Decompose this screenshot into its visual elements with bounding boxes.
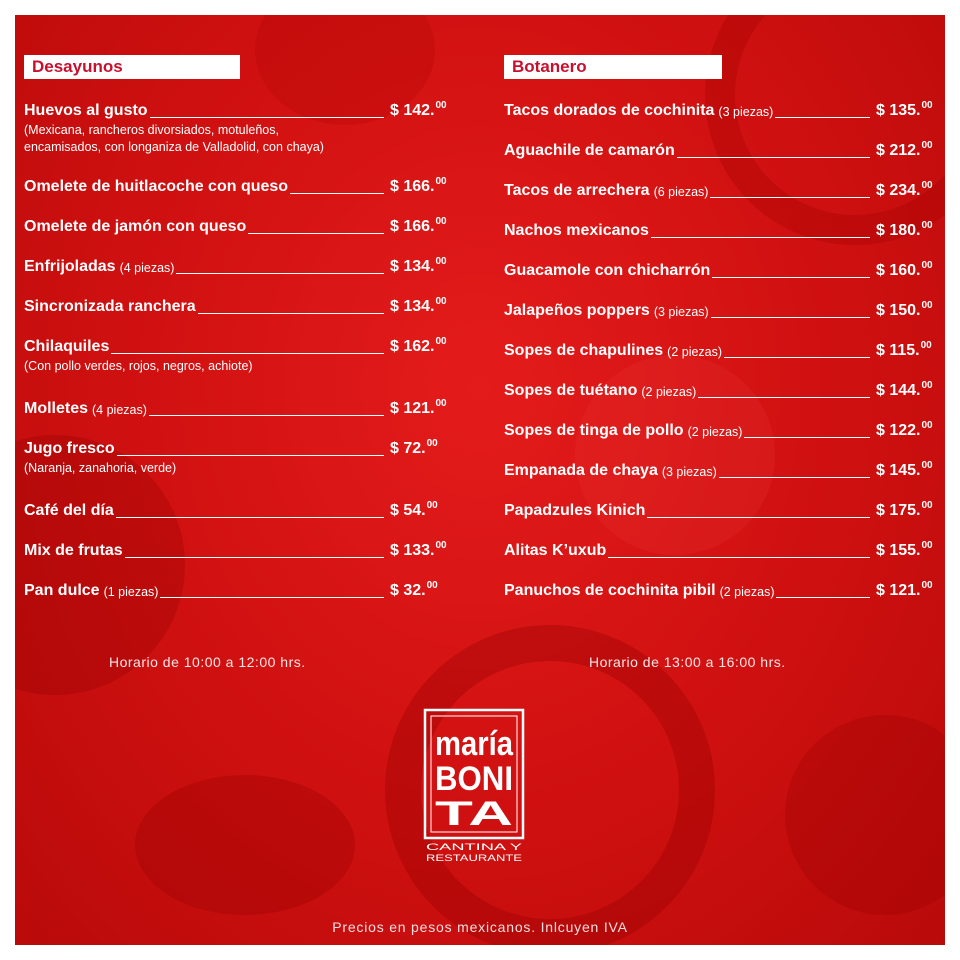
item-price	[876, 376, 938, 401]
price-cents: 00	[921, 140, 933, 151]
item-price	[876, 336, 938, 361]
leader-line	[149, 415, 384, 416]
menu-item	[504, 579, 938, 601]
price-cents: 00	[921, 580, 933, 591]
price-amount: $ 175.	[876, 502, 921, 519]
item-row	[504, 539, 938, 561]
menu-item	[24, 255, 452, 277]
menu-item	[504, 219, 938, 241]
item-name: Omelete de jamón con queso	[24, 218, 247, 235]
price-cents: 00	[921, 180, 933, 191]
item-row	[504, 99, 938, 121]
item-name: Café del día	[24, 502, 114, 519]
item-price	[390, 576, 452, 601]
item-price	[876, 96, 938, 121]
item-quantity: (3 piezas)	[653, 305, 709, 319]
leader-line	[719, 477, 870, 478]
menu-item	[504, 139, 938, 161]
item-quantity: (3 piezas)	[718, 105, 774, 119]
price-cents: 00	[921, 380, 933, 391]
leader-line	[724, 357, 870, 358]
price-amount: $ 150.	[876, 302, 921, 319]
item-description: (Con pollo verdes, rojos, negros, achiote)	[24, 359, 253, 373]
menu-item	[504, 499, 938, 521]
menu-item	[504, 179, 938, 201]
leader-line	[775, 117, 870, 118]
price-cents: 00	[921, 100, 933, 111]
item-row	[24, 175, 452, 197]
leader-line	[698, 397, 870, 398]
item-price	[390, 536, 452, 561]
item-price	[390, 172, 452, 197]
price-cents: 00	[435, 100, 447, 111]
item-row	[24, 215, 452, 237]
menu-item	[24, 295, 452, 317]
item-name: Pan dulce	[24, 582, 100, 599]
menu-item	[24, 215, 452, 237]
price-cents: 00	[435, 256, 447, 267]
menu-item	[24, 99, 452, 155]
leader-line	[248, 233, 384, 234]
leader-line	[111, 353, 384, 354]
svg-text:maría: maría	[435, 725, 514, 763]
item-quantity: (2 piezas)	[687, 425, 743, 439]
maria-bonita-logo	[423, 708, 533, 863]
price-amount: $ 32.	[390, 582, 426, 599]
leader-line	[677, 157, 870, 158]
price-amount: $ 135.	[876, 102, 921, 119]
item-price	[876, 496, 938, 521]
item-price	[390, 212, 452, 237]
menu-item	[504, 99, 938, 121]
item-price	[876, 416, 938, 441]
price-amount: $ 134.	[390, 258, 435, 275]
menu-item	[24, 335, 452, 374]
price-amount: $ 162.	[390, 338, 435, 355]
item-quantity: (2 piezas)	[719, 585, 775, 599]
menu-board	[15, 15, 945, 945]
svg-text:BONI: BONI	[435, 760, 513, 798]
price-cents: 00	[435, 540, 447, 551]
item-price	[390, 496, 452, 521]
item-price	[876, 216, 938, 241]
item-row	[24, 539, 452, 561]
item-price	[876, 256, 938, 281]
item-price	[876, 136, 938, 161]
item-quantity: (6 piezas)	[653, 185, 709, 199]
price-cents: 00	[921, 300, 933, 311]
item-price	[390, 332, 452, 357]
item-name: Molletes	[24, 400, 89, 417]
price-amount: $ 166.	[390, 178, 435, 195]
price-amount: $ 72.	[390, 440, 426, 457]
leader-line	[744, 437, 870, 438]
menu-item	[504, 339, 938, 361]
item-name: Chilaquiles	[24, 338, 110, 355]
menu-item	[24, 397, 452, 419]
menu-item	[504, 299, 938, 321]
price-amount: $ 133.	[390, 542, 435, 559]
item-name: Aguachile de camarón	[504, 142, 675, 159]
item-row	[24, 99, 452, 121]
price-cents: 00	[921, 220, 933, 231]
leader-line	[776, 597, 870, 598]
item-row	[504, 139, 938, 161]
price-cents: 00	[426, 500, 438, 511]
item-quantity: (4 piezas)	[92, 403, 147, 417]
price-amount: $ 234.	[876, 182, 921, 199]
item-name: Enfrijoladas	[24, 258, 116, 275]
price-cents: 00	[435, 398, 447, 409]
menu-item	[504, 419, 938, 441]
item-name: Omelete de huitlacoche con queso	[24, 178, 289, 195]
menu-item	[24, 539, 452, 561]
item-name: Alitas K’uxub	[504, 542, 607, 559]
price-amount: $ 115.	[876, 342, 920, 359]
price-cents: 00	[921, 500, 933, 511]
item-row	[24, 579, 452, 601]
leader-line	[651, 237, 870, 238]
item-name: Huevos al gusto	[24, 102, 148, 119]
item-row	[504, 379, 938, 401]
item-row	[24, 295, 452, 317]
item-row	[504, 259, 938, 281]
item-name: Sopes de chapulines	[504, 342, 664, 359]
item-row	[24, 437, 452, 459]
menu-item	[24, 499, 452, 521]
leader-line	[116, 517, 384, 518]
item-name: Empanada de chaya	[504, 462, 658, 479]
svg-text:CANTINA Y: CANTINA Y	[426, 842, 522, 852]
item-price	[876, 576, 938, 601]
item-description: (Mexicana, rancheros divorsiados, motuleños,	[24, 123, 279, 137]
leader-line	[290, 193, 384, 194]
price-cents: 00	[435, 296, 447, 307]
item-name: Panuchos de cochinita pibil	[504, 582, 716, 599]
snacks-section	[504, 55, 938, 599]
item-quantity: (1 piezas)	[103, 585, 159, 599]
item-row	[24, 499, 452, 521]
price-cents: 00	[426, 580, 438, 591]
price-amount: $ 54.	[390, 502, 426, 519]
item-quantity: (2 piezas)	[667, 345, 723, 359]
item-name: Sincronizada ranchera	[24, 298, 196, 315]
leader-line	[150, 117, 384, 118]
price-cents: 00	[435, 176, 447, 187]
item-row	[504, 219, 938, 241]
price-cents: 00	[921, 260, 933, 271]
price-cents: 00	[920, 340, 932, 351]
price-cents: 00	[921, 460, 933, 471]
item-row	[504, 419, 938, 441]
leader-line	[176, 273, 384, 274]
snacks-header: Botanero	[504, 55, 722, 79]
item-name: Jalapeños poppers	[504, 302, 650, 319]
item-price	[876, 536, 938, 561]
item-row	[24, 397, 452, 419]
item-description: encamisados, con longaniza de Valladolid, con chaya)	[24, 140, 324, 154]
price-cents: 00	[426, 438, 438, 449]
item-quantity: (3 piezas)	[661, 465, 717, 479]
leader-line	[160, 597, 384, 598]
leader-line	[198, 313, 384, 314]
leader-line	[711, 317, 870, 318]
menu-item	[504, 259, 938, 281]
breakfast-section	[24, 55, 452, 599]
price-amount: $ 160.	[876, 262, 921, 279]
price-cents: 00	[435, 216, 447, 227]
item-name: Jugo fresco	[24, 440, 115, 457]
price-amount: $ 180.	[876, 222, 921, 239]
price-cents: 00	[435, 336, 447, 347]
breakfast-header: Desayunos	[24, 55, 240, 79]
item-row	[504, 499, 938, 521]
item-name: Mix de frutas	[24, 542, 123, 559]
price-amount: $ 212.	[876, 142, 921, 159]
svg-text:RESTAURANTE: RESTAURANTE	[426, 853, 522, 863]
item-description: (Naranja, zanahoria, verde)	[24, 461, 177, 475]
price-cents: 00	[921, 540, 933, 551]
leader-line	[117, 455, 384, 456]
item-price	[876, 456, 938, 481]
leader-line	[710, 197, 870, 198]
item-name: Sopes de tuétano	[504, 382, 638, 399]
item-row	[24, 255, 452, 277]
item-price	[390, 292, 452, 317]
item-row	[504, 339, 938, 361]
menu-item	[24, 579, 452, 601]
item-name: Tacos de arrechera	[504, 182, 650, 199]
item-quantity: (2 piezas)	[641, 385, 697, 399]
item-price	[876, 296, 938, 321]
item-row	[504, 459, 938, 481]
item-row	[504, 179, 938, 201]
menu-item	[24, 175, 452, 197]
menu-item	[504, 459, 938, 481]
price-amount: $ 134.	[390, 298, 435, 315]
item-name: Guacamole con chicharrón	[504, 262, 711, 279]
item-row	[504, 299, 938, 321]
item-name: Papadzules Kinich	[504, 502, 646, 519]
leader-line	[712, 277, 870, 278]
price-amount: $ 166.	[390, 218, 435, 235]
price-amount: $ 121.	[390, 400, 435, 417]
item-price	[390, 252, 452, 277]
price-amount: $ 155.	[876, 542, 921, 559]
leader-line	[608, 557, 870, 558]
price-amount: $ 122.	[876, 422, 921, 439]
leader-line	[125, 557, 384, 558]
price-amount: $ 145.	[876, 462, 921, 479]
breakfast-hours: Horario de 10:00 a 12:00 hrs.	[109, 654, 306, 670]
item-row	[504, 579, 938, 601]
item-price	[390, 394, 452, 419]
item-name: Nachos mexicanos	[504, 222, 649, 239]
menu-item	[504, 539, 938, 561]
leader-line	[647, 517, 870, 518]
item-name: Tacos dorados de cochinita	[504, 102, 715, 119]
price-amount: $ 144.	[876, 382, 921, 399]
price-amount: $ 142.	[390, 102, 435, 119]
item-quantity: (4 piezas)	[119, 261, 175, 275]
item-price	[390, 434, 452, 459]
svg-text:TA: TA	[435, 795, 513, 833]
menu-item	[24, 437, 452, 476]
item-price	[876, 176, 938, 201]
snacks-hours: Horario de 13:00 a 16:00 hrs.	[589, 654, 786, 670]
item-row	[24, 335, 452, 357]
item-price	[390, 96, 452, 121]
item-name: Sopes de tinga de pollo	[504, 422, 684, 439]
price-cents: 00	[921, 420, 933, 431]
menu-item	[504, 379, 938, 401]
footer-note: Precios en pesos mexicanos. Inlcuyen IVA	[332, 919, 628, 935]
price-amount: $ 121.	[876, 582, 921, 599]
